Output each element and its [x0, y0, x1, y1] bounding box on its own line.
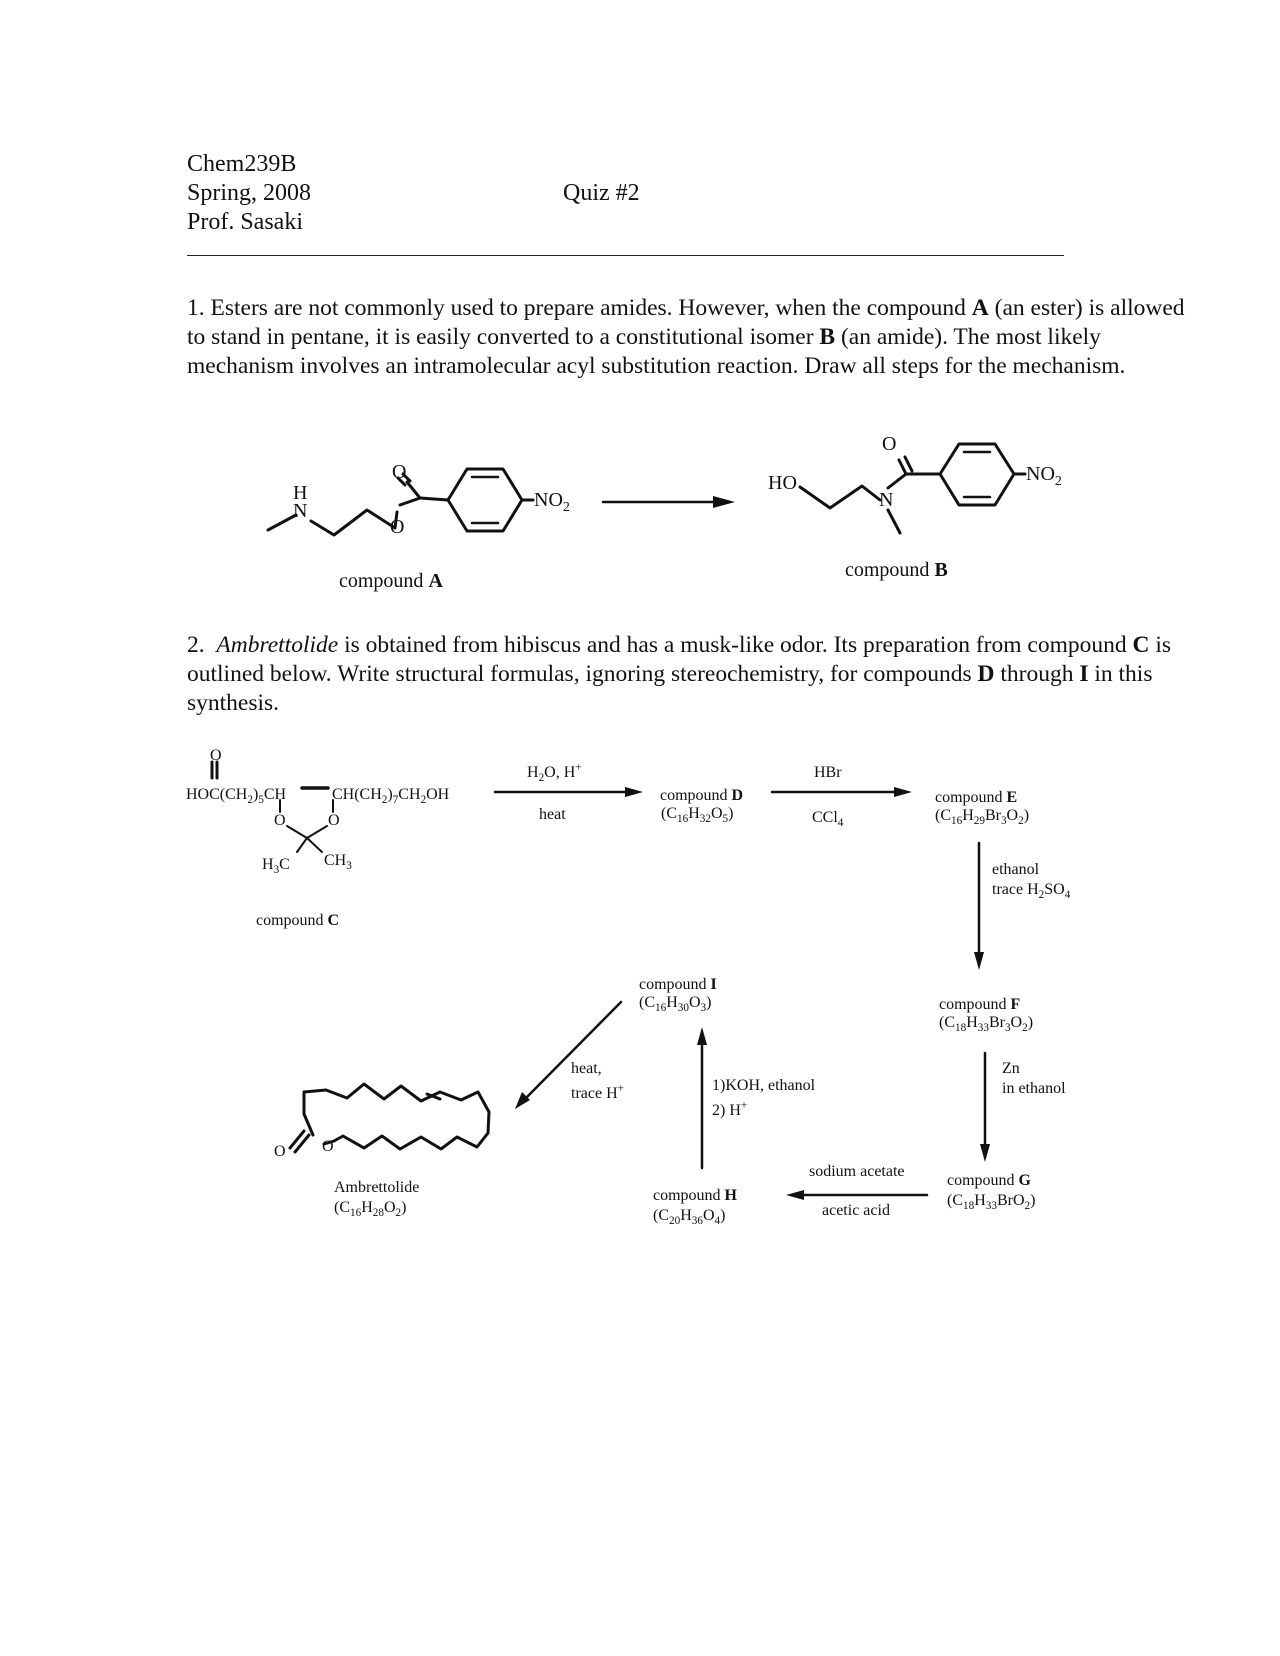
compound-d-letter: D	[731, 787, 744, 804]
formula-sub: 16	[951, 815, 963, 828]
compound-b-ref: B	[819, 324, 836, 350]
b-atom-o-carbonyl: O	[882, 433, 897, 455]
step1-sub: 2	[538, 772, 545, 785]
c-h3c-text: H	[262, 856, 274, 873]
step5-reagent: sodium acetate	[809, 1163, 905, 1180]
compound-d-ref: D	[977, 661, 995, 687]
formula-sub: 33	[985, 1200, 997, 1213]
a-atom-h: H	[293, 482, 308, 504]
compound-d-text: compound	[660, 787, 732, 804]
formula-part: O	[383, 1199, 396, 1216]
arrow-e-to-f-head	[974, 952, 984, 970]
a-atom-o-carbonyl: O	[392, 461, 407, 483]
formula-sub: 4	[714, 1215, 721, 1228]
step7-line2	[571, 1082, 624, 1103]
c-ch3-text: CH	[324, 852, 347, 869]
formula-part: (C	[653, 1207, 669, 1224]
compound-c-label	[256, 912, 339, 930]
ambrettolide-label: Ambrettolide	[334, 1179, 420, 1196]
b-no2-subscript: 2	[1054, 474, 1062, 489]
c-formula-text: )	[387, 786, 393, 803]
formula-sub: 18	[955, 1022, 967, 1035]
compound-g-text: compound	[947, 1172, 1019, 1189]
formula-part: (C	[939, 1014, 955, 1031]
c-h3c-sub: 3	[273, 864, 280, 877]
c-formula-sub: 5	[258, 794, 264, 807]
step1-text: H	[527, 764, 539, 781]
formula-sub: 2	[1022, 1022, 1028, 1035]
question-1-text: Esters are not commonly used to prepare amides. However, when the compound	[204, 295, 972, 321]
caption-b-letter: B	[934, 559, 948, 581]
compound-h-formula	[653, 1207, 726, 1228]
arrow-c-to-d-head	[625, 787, 643, 797]
formula-part: H	[680, 1207, 692, 1224]
c-ketal-bond-4	[307, 838, 322, 852]
a-no2-label: NO	[534, 489, 563, 511]
formula-sub: 2	[1024, 1200, 1031, 1213]
step3-text: trace H	[992, 881, 1039, 898]
a-atom-o-ester: O	[390, 516, 405, 538]
caption-a-text: compound	[339, 570, 429, 592]
formula-sub: 20	[669, 1215, 681, 1228]
term: Spring, 2008	[187, 180, 312, 206]
arrow-d-to-e-head	[894, 787, 912, 797]
compound-i-ref: I	[1079, 661, 1089, 687]
step7-sup: +	[617, 1082, 624, 1095]
formula-part: BrO	[996, 1192, 1025, 1209]
ambrettolide-o-ring: O	[322, 1138, 334, 1155]
formula-part: )	[720, 1207, 726, 1224]
c-formula-sub: 7	[392, 794, 399, 807]
formula-sub: 28	[372, 1207, 384, 1220]
c-formula-text: HOC(CH	[186, 786, 248, 803]
c-formula-sub: 2	[247, 794, 253, 807]
compound-d-label	[660, 787, 743, 805]
c-ketal-bond-1	[287, 826, 307, 838]
formula-part: O	[702, 1207, 715, 1224]
step6-sup: +	[740, 1099, 748, 1112]
formula-sub: 2	[1018, 815, 1024, 828]
compound-i-label	[639, 976, 717, 994]
formula-part: H	[962, 807, 974, 824]
step3-line2	[992, 881, 1071, 902]
b-no2-label: NO	[1026, 463, 1055, 485]
formula-sub: 3	[700, 1002, 707, 1015]
step2-solvent	[812, 809, 844, 830]
formula-sub: 36	[691, 1215, 703, 1228]
c-ketal-bond-2	[307, 826, 327, 838]
formula-sub: 30	[677, 1002, 689, 1015]
compound-e-text: compound	[935, 789, 1007, 806]
formula-part: )	[1023, 807, 1030, 824]
c-formula-right	[332, 786, 450, 807]
formula-sub: 16	[677, 813, 689, 826]
step1-condition: heat	[539, 806, 566, 823]
formula-part: O	[688, 994, 701, 1011]
step2-sub: 4	[837, 817, 844, 830]
c-formula-sub: 2	[420, 794, 427, 807]
formula-part: (C	[661, 805, 677, 822]
c-formula-text: OH	[426, 786, 450, 803]
ambrettolide-ref: Ambrettolide	[216, 632, 339, 658]
step6-text: 2) H	[712, 1102, 741, 1119]
c-formula-text: CH(CH	[332, 786, 382, 803]
arrow-g-to-h-head	[786, 1190, 804, 1200]
c-o-top: O	[210, 747, 222, 764]
question-2-text: through	[994, 661, 1080, 687]
step3-line1: ethanol	[992, 861, 1040, 878]
formula-part: O	[710, 805, 723, 822]
formula-sub: 29	[973, 815, 985, 828]
formula-part: Br	[988, 1014, 1005, 1031]
step1-reagent	[527, 761, 582, 785]
step1-text: O, H	[544, 764, 576, 781]
ambrettolide-formula	[334, 1199, 407, 1220]
formula-sub: 3	[1000, 815, 1007, 828]
formula-sub: 32	[699, 813, 711, 826]
compound-f-label	[939, 996, 1020, 1014]
c-formula-text: CH	[398, 786, 421, 803]
question-2-text: is outlined below. Write structural formulas, ignoring stereochemistry, for compounds	[187, 632, 1172, 687]
compound-e-label	[935, 789, 1017, 807]
arrow-h-to-i-head	[697, 1027, 707, 1045]
formula-part: H	[966, 1014, 978, 1031]
formula-part: )	[706, 994, 712, 1011]
formula-part: O	[1006, 807, 1019, 824]
question-2-text: in this synthesis.	[187, 661, 1153, 716]
compound-g-formula	[947, 1192, 1036, 1213]
step2-reagent: HBr	[814, 764, 842, 781]
formula-part: H	[688, 805, 700, 822]
compound-g-label	[947, 1172, 1031, 1190]
compound-c-text: compound	[256, 912, 328, 929]
compound-i-letter: I	[710, 976, 717, 993]
compound-f-letter: F	[1010, 996, 1021, 1013]
step6-line2	[712, 1099, 748, 1120]
step7-text: trace H	[571, 1085, 618, 1102]
compound-f-formula	[939, 1014, 1034, 1035]
ambrettolide-o-carbonyl: O	[274, 1143, 286, 1160]
question-2-number: 2.	[187, 632, 205, 658]
a-no2-subscript: 2	[562, 500, 570, 515]
c-ch: CH	[263, 786, 287, 803]
step6-line1: 1)KOH, ethanol	[712, 1077, 816, 1094]
caption-a-letter: A	[428, 570, 443, 592]
formula-sub: 3	[1004, 1022, 1011, 1035]
compound-e-letter: E	[1006, 789, 1018, 806]
compound-h-text: compound	[653, 1187, 725, 1204]
formula-part: )	[1030, 1192, 1036, 1209]
a-atom-n: N	[293, 500, 308, 522]
course-name: Chem239B	[187, 151, 297, 177]
b-atom-n: N	[879, 489, 894, 511]
compound-i-formula	[639, 994, 712, 1015]
c-ketal-o1: O	[274, 812, 286, 829]
c-formula-left	[186, 786, 287, 807]
c-h3c-text: C	[279, 856, 290, 873]
formula-part: H	[974, 1192, 986, 1209]
c-formula-text: )	[252, 786, 259, 803]
c-ch3-sub: 3	[346, 860, 352, 873]
formula-sub: 33	[977, 1022, 989, 1035]
c-h3c	[262, 856, 290, 877]
quiz-title: Quiz #2	[563, 180, 640, 206]
compound-h-letter: H	[724, 1187, 737, 1204]
c-ch3	[324, 852, 352, 873]
step3-sub: 2	[1038, 889, 1045, 902]
question-1-number: 1.	[187, 295, 205, 321]
formula-part: (C	[935, 807, 951, 824]
c-formula-sub: 2	[381, 794, 388, 807]
step3-text: SO	[1044, 881, 1065, 898]
caption-b-text: compound	[845, 559, 935, 581]
step1-sup: +	[575, 761, 582, 774]
professor: Prof. Sasaki	[187, 209, 303, 235]
arrow-f-to-g-head	[980, 1144, 990, 1162]
compound-i-text: compound	[639, 976, 711, 993]
c-ketal-o2: O	[328, 812, 340, 829]
step5-solvent: acetic acid	[822, 1202, 890, 1219]
formula-sub: 16	[350, 1207, 362, 1220]
question-1-text: (an amide). The most likely mechanism involves an intramolecular acyl substitution reaction. Draw all steps for the mechanism.	[187, 324, 1126, 379]
step2-text: CCl	[812, 809, 838, 826]
compound-c-ref: C	[1132, 632, 1150, 658]
question-1-text: (an ester) is allowed to stand in pentane, it is easily converted to a constitutional isomer	[187, 295, 1185, 350]
formula-part: H	[666, 994, 678, 1011]
compound-h-label	[653, 1187, 737, 1205]
b-atom-ho: HO	[768, 472, 797, 494]
compound-e-formula	[935, 807, 1030, 828]
compound-d-formula	[661, 805, 734, 826]
formula-sub: 5	[722, 813, 729, 826]
compound-a-ref: A	[971, 295, 989, 321]
formula-part: )	[728, 805, 734, 822]
step4-line2: in ethanol	[1002, 1080, 1066, 1097]
formula-part: H	[361, 1199, 373, 1216]
formula-sub: 2	[395, 1207, 402, 1220]
formula-part: )	[1027, 1014, 1034, 1031]
formula-part: )	[401, 1199, 407, 1216]
compound-c-letter: C	[327, 912, 340, 929]
compound-g-letter: G	[1018, 1172, 1031, 1189]
question-2-text: is obtained from hibiscus and has a musk-like odor. Its preparation from compound	[338, 632, 1133, 658]
compound-f-text: compound	[939, 996, 1011, 1013]
formula-sub: 18	[963, 1200, 975, 1213]
formula-part: O	[1010, 1014, 1023, 1031]
formula-sub: 16	[655, 1002, 667, 1015]
step4-line1: Zn	[1002, 1060, 1020, 1077]
c-ketal-bond-3	[297, 838, 307, 852]
step7-line1: heat,	[571, 1060, 602, 1077]
formula-part: (C	[639, 994, 655, 1011]
formula-part: (C	[334, 1199, 350, 1216]
formula-part: (C	[947, 1192, 963, 1209]
step3-sub: 4	[1064, 889, 1071, 902]
formula-part: Br	[984, 807, 1001, 824]
